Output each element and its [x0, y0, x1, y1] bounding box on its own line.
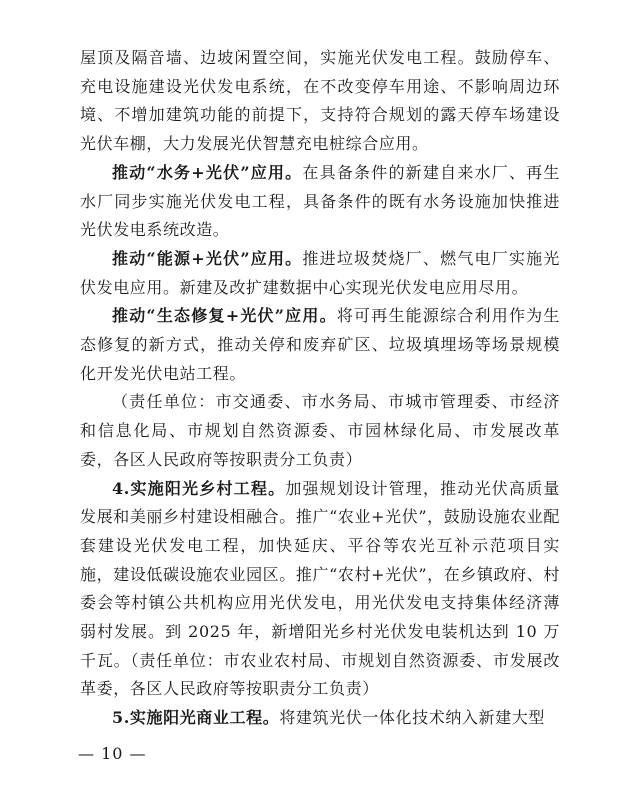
paragraph-sunshine-village [80, 475, 560, 705]
paragraph-text: 加强规划设计管理，推动光伏高质量发展和美丽乡村建设相融合。推广“农业+光伏”，鼓励设施农业配套建设光伏发电工程，加快延庆、平谷等农光互补示范项目实施，建设低碳设施农业园区。推广“农村+光伏”，在乡镇政府、村委会等村镇公共机构应用光伏发电，用光伏发电支持集体经济薄弱村发展。到 2025 年，新增阳光乡村光伏发电装机达到 10 万千瓦。（责任单位：市农业农村局、市规划自然资源委、市发展改革委，各区人民政府等按职责分工负责） [80, 478, 560, 699]
paragraph-text: 将建筑光伏一体化技术纳入新建大型 [279, 708, 545, 728]
paragraph-heading: 5.实施阳光商业工程。 [112, 708, 280, 728]
paragraph-responsibility [80, 388, 560, 474]
paragraph-text: 推进垃圾焚烧厂、燃气电厂实施光伏发电应用。新建及改扩建数据中心实现光伏发电应用尽用。 [80, 248, 560, 297]
paragraph-sunshine-commerce [80, 704, 560, 733]
paragraph-text: 屋顶及隔音墙、边坡闲置空间，实施光伏发电工程。鼓励停车、充电设施建设光伏发电系统，在不改变停车用途、不影响周边环境、不增加建筑功能的前提下，支持符合规划的露天停车场建设光伏车棚，大力发展光伏智慧充电桩综合应用。 [80, 48, 560, 154]
document-body [80, 44, 560, 733]
paragraph-water-pv [80, 159, 560, 245]
page-number: — 10 — [78, 744, 147, 763]
paragraph-energy-pv [80, 245, 560, 302]
paragraph-heading: 4.实施阳光乡村工程。 [112, 478, 286, 498]
paragraph-heading: 推动“生态修复+光伏”应用。 [112, 306, 337, 326]
paragraph-text: 将可再生能源综合利用作为生态修复的新方式，推动关停和废弃矿区、垃圾填埋场等场景规模化开发光伏电站工程。 [80, 306, 560, 383]
paragraph-eco-pv [80, 302, 560, 388]
paragraph-text: （责任单位：市交通委、市水务局、市城市管理委、市经济和信息化局、市规划自然资源委、市园林绿化局、市发展改革委，各区人民政府等按职责分工负责） [80, 392, 560, 469]
paragraph-rooftop-parking [80, 44, 560, 159]
paragraph-heading: 推动“水务+光伏”应用。 [112, 162, 303, 182]
paragraph-text: 在具备条件的新建自来水厂、再生水厂同步实施光伏发电工程，具备条件的既有水务设施加快推进光伏发电系统改造。 [80, 162, 560, 240]
paragraph-heading: 推动“能源+光伏”应用。 [112, 248, 303, 268]
